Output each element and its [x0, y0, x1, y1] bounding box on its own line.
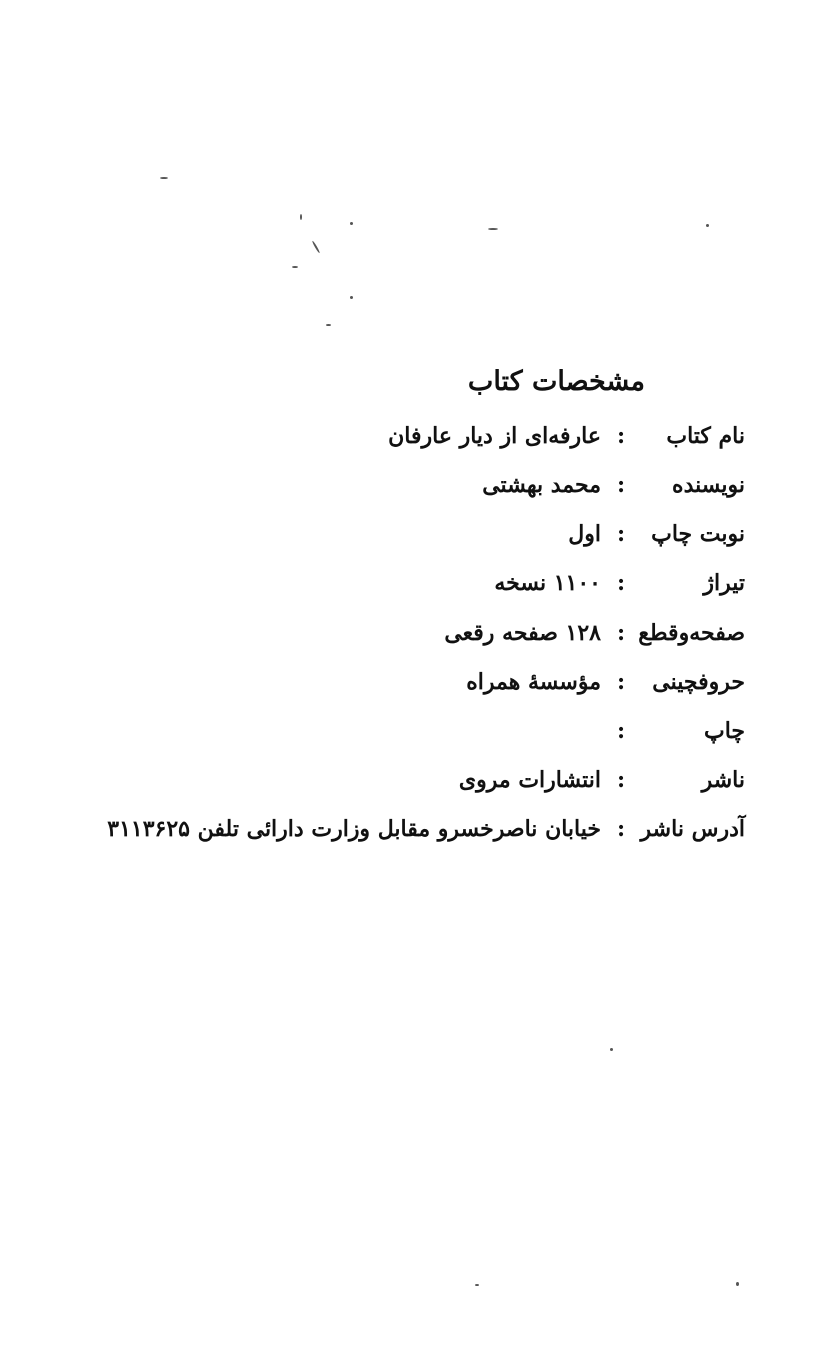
spec-label: نویسنده — [672, 472, 745, 498]
spec-label: حروفچینی — [652, 669, 745, 695]
spec-separator: : — [616, 472, 626, 498]
spec-separator: : — [616, 718, 626, 744]
spec-value: انتشارات مروی — [458, 767, 601, 793]
scan-speck — [312, 240, 321, 253]
book-spec-row — [466, 669, 745, 709]
book-spec-row — [568, 521, 745, 561]
scan-speck — [350, 296, 353, 299]
spec-separator: : — [616, 816, 626, 842]
spec-label: ناشر — [701, 767, 745, 793]
book-spec-row — [494, 570, 745, 610]
spec-value: ۱۲۸ صفحه رقعی — [444, 620, 601, 646]
scan-speck — [326, 324, 331, 326]
scan-speck — [488, 228, 498, 230]
spec-separator: : — [616, 570, 626, 596]
spec-label: نام کتاب — [666, 423, 745, 449]
spec-value: ۱۱۰۰ نسخه — [494, 570, 601, 596]
spec-separator: : — [616, 423, 626, 449]
book-spec-row — [482, 472, 745, 512]
scan-speck — [610, 1048, 613, 1051]
spec-label: صفحه‌وقطع — [638, 620, 745, 646]
spec-separator: : — [616, 620, 626, 646]
scan-speck — [160, 177, 168, 179]
spec-separator: : — [616, 521, 626, 547]
scan-speck — [706, 224, 709, 227]
spec-label: چاپ — [703, 718, 745, 744]
book-spec-row — [444, 620, 745, 660]
spec-value: محمد بهشتی — [482, 472, 601, 498]
scan-speck — [350, 222, 353, 225]
book-spec-row — [388, 423, 745, 463]
spec-label: تیراژ — [703, 570, 745, 596]
scan-speck — [475, 1284, 479, 1286]
scan-speck — [300, 214, 302, 220]
page-title: مشخصات کتاب — [467, 366, 645, 397]
spec-value: خیابان ناصرخسرو مقابل وزارت دارائی تلفن ۳۱۱۳۶۲۵ — [107, 816, 601, 842]
spec-value: اول — [568, 521, 601, 547]
scan-speck — [736, 1282, 739, 1286]
book-spec-row — [459, 767, 745, 807]
book-spec-row — [601, 718, 745, 758]
spec-separator: : — [616, 767, 626, 793]
spec-separator: : — [616, 669, 626, 695]
spec-value: مؤسسهٔ همراه — [466, 669, 601, 695]
spec-value: عارفه‌ای از دیار عارفان — [388, 423, 601, 449]
scan-speck — [292, 266, 298, 268]
spec-label: آدرس ناشر — [640, 816, 745, 842]
spec-label: نوبت چاپ — [651, 521, 745, 547]
book-spec-row — [107, 816, 745, 856]
